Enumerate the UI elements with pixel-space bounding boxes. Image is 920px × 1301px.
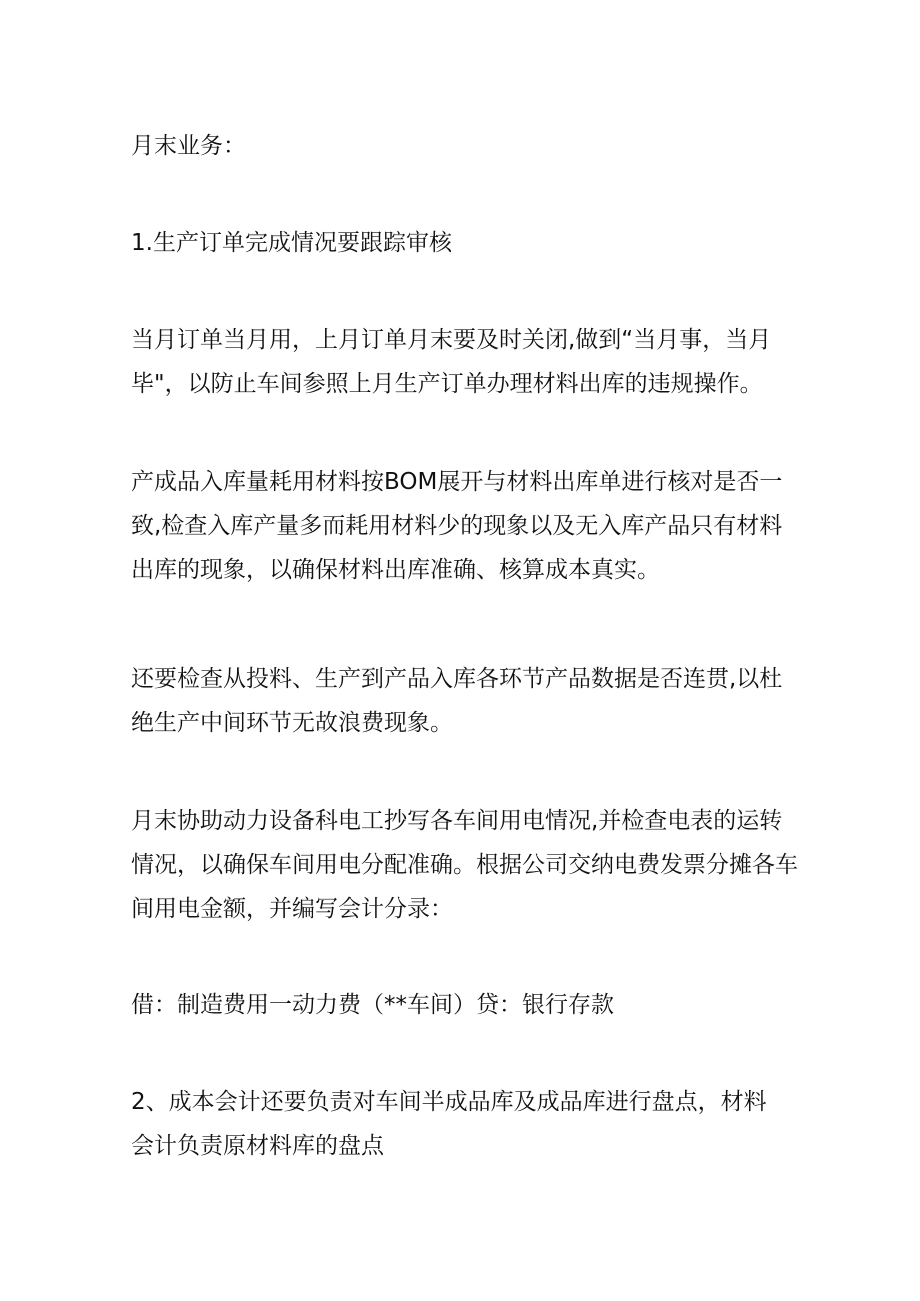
item1-title [131,221,801,265]
paragraph-line: 当月订单当月用，上月订单月末要及时关闭,做到“当月事，当月 [131,327,772,353]
heading-text: 月末业务： [131,133,246,159]
paragraph-electricity [131,799,801,931]
paragraph-line: 会计负责原材料库的盘点 [131,1133,384,1159]
item2-inventory [131,1080,801,1168]
paragraph-line: 产成品入库量耗用材料按BOM展开与材料出库单进行核对是否一 [131,469,783,495]
paragraph-line: 2、成本会计还要负责对车间半成品库及成品库进行盘点，材料 [131,1089,767,1115]
item1-title-text: 1.生产订单完成情况要跟踪审核 [131,230,452,256]
paragraph-order-closing [131,318,801,406]
paragraph-line: 致,检查入库产量多而耗用材料少的现象以及无入库产品只有材料 [131,513,783,539]
paragraph-line: 出库的现象，以确保材料出库准确、核算成本真实。 [131,557,660,583]
paragraph-line: 还要检查从投料、生产到产品入库各环节产品数据是否连贯,以杜 [131,666,783,692]
paragraph-line: 毕"，以防止车间参照上月生产订单办理材料出库的违规操作。 [131,371,763,397]
paragraph-line: 情况，以确保车间用电分配准确。根据公司交纳电费发票分摊各车 [131,852,798,878]
paragraph-bom-check [131,460,801,592]
journal-entry-text: 借：制造费用一动力费（**车间）贷：银行存款 [131,992,614,1018]
paragraph-data-continuity [131,657,801,745]
section-heading [131,124,801,168]
paragraph-line: 月末协助动力设备科电工抄写各车间用电情况,并检查电表的运转 [131,808,783,834]
paragraph-line: 绝生产中间环节无故浪费现象。 [131,710,453,736]
journal-entry [131,983,801,1027]
paragraph-line: 间用电金额，并编写会计分录： [131,896,453,922]
